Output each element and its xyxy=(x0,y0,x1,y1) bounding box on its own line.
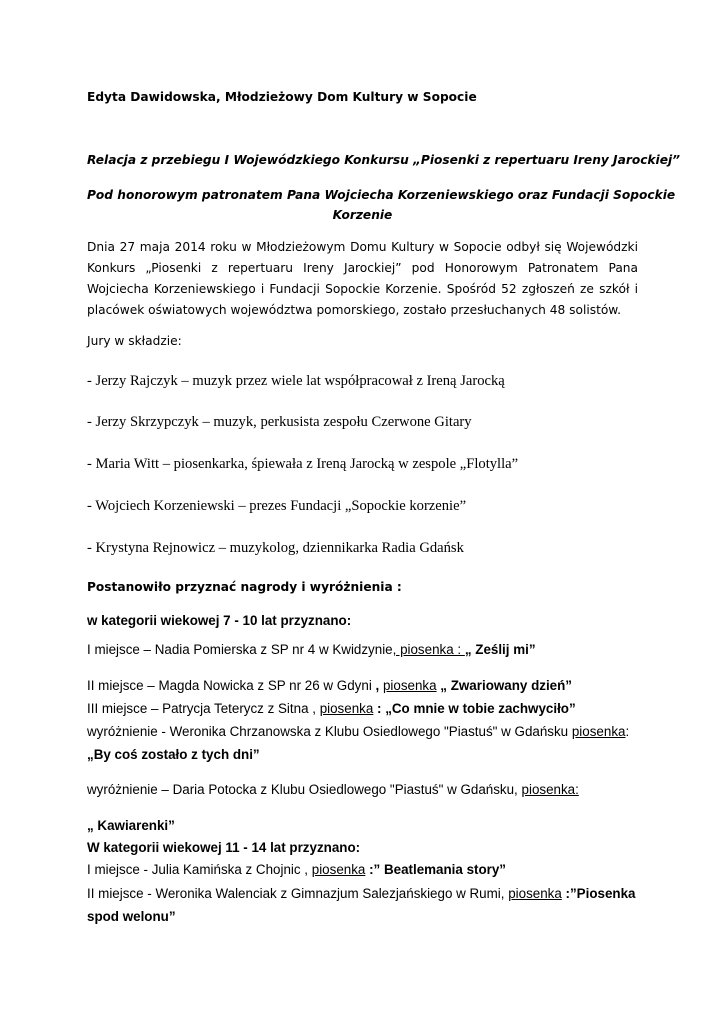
song-title: : „Co mnie w tobie zachwyciło” xyxy=(373,701,576,716)
jury-member: - Krystyna Rejnowicz – muzykolog, dziennikarka Radia Gdańsk xyxy=(87,540,464,556)
category-heading-11-14: W kategorii wiekowej 11 - 14 lat przyznano: xyxy=(87,840,361,855)
song-title: spod welonu” xyxy=(87,909,176,924)
intro-line: Konkurs „Piosenki z repertuaru Ireny Jarockiej” pod Honorowym Patronatem Pana xyxy=(87,261,638,275)
award-entry xyxy=(87,724,629,739)
award-text: I miejsce - Julia Kamińska z Chojnic , xyxy=(87,862,312,877)
awards-heading: Postanowiło przyznać nagrody i wyróżnienia : xyxy=(87,580,402,594)
colon: : xyxy=(625,724,630,739)
song-title: „ Kawiarenki” xyxy=(87,818,175,833)
jury-member: - Jerzy Rajczyk – muzyk przez wiele lat współpracował z Ireną Jarocką xyxy=(87,373,505,389)
report-title: Relacja z przebiegu I Wojewódzkiego Konkursu „Piosenki z repertuaru Ireny Jarockiej” xyxy=(87,153,680,167)
award-entry xyxy=(87,678,572,693)
award-text: I miejsce – Nadia Pomierska z SP nr 4 w Kwidzynie xyxy=(87,642,393,657)
patronage-title-line1: Pod honorowym patronatem Pana Wojciecha Korzeniewskiego oraz Fundacji Sopockie xyxy=(87,188,676,202)
award-text: wyróżnienie – Daria Potocka z Klubu Osiedlowego "Piastuś" w Gdańsku, xyxy=(87,782,522,797)
piosenka-link[interactable]: piosenka xyxy=(571,724,626,739)
jury-heading: Jury w składzie: xyxy=(87,334,182,348)
jury-member: - Wojciech Korzeniewski – prezes Fundacji „Sopockie korzenie” xyxy=(87,498,467,514)
jury-member: - Jerzy Skrzypczyk – muzyk, perkusista zespołu Czerwone Gitary xyxy=(87,414,472,430)
award-text: II miejsce – Magda Nowicka z SP nr 26 w Gdyni xyxy=(87,678,376,693)
piosenka-link[interactable]: piosenka: xyxy=(521,782,579,797)
award-entry xyxy=(87,701,576,716)
piosenka-link[interactable]: piosenka xyxy=(311,862,366,877)
piosenka-link[interactable]: piosenka xyxy=(508,886,562,901)
award-entry xyxy=(87,642,536,657)
piosenka-link[interactable]: piosenka xyxy=(382,678,437,693)
award-entry xyxy=(87,886,636,901)
song-title: :” Beatlemania story” xyxy=(365,862,507,877)
award-entry xyxy=(87,782,579,797)
jury-member: - Maria Witt – piosenkarka, śpiewała z Ireną Jarocką w zespole „Flotylla” xyxy=(87,456,519,472)
award-text: II miejsce - Weronika Walenciak z Gimnazjum Salezjańskiego w Rumi, xyxy=(87,886,509,901)
song-title: :”Piosenka xyxy=(561,886,636,901)
patronage-title-line2: Korzenie xyxy=(332,208,393,222)
piosenka-link[interactable]: , piosenka : xyxy=(392,642,465,657)
award-entry xyxy=(87,862,506,877)
piosenka-link[interactable]: piosenka xyxy=(319,701,374,716)
intro-line: placówek oświatowych województwa pomorskiego, zostało przesłuchanych 48 solistów. xyxy=(87,303,622,317)
intro-line: Wojciecha Korzeniewskiego i Fundacji Sopockie Korzenie. Spośród 52 zgłoszeń ze szkół i xyxy=(87,282,638,296)
award-text: III miejsce – Patrycja Teterycz z Sitna , xyxy=(87,701,320,716)
song-title: „ Ześlij mi” xyxy=(464,642,536,657)
author-line: Edyta Dawidowska, Młodzieżowy Dom Kultury w Sopocie xyxy=(87,90,477,104)
song-title: „By coś zostało z tych dni” xyxy=(87,747,260,762)
song-title: „ Zwariowany dzień” xyxy=(436,678,572,693)
category-heading-7-10: w kategorii wiekowej 7 - 10 lat przyznano: xyxy=(87,613,352,628)
intro-line: Dnia 27 maja 2014 roku w Młodzieżowym Domu Kultury w Sopocie odbył się Wojewódzki xyxy=(87,240,638,254)
award-text: wyróżnienie - Weronika Chrzanowska z Klubu Osiedlowego "Piastuś" w Gdańsku xyxy=(87,724,572,739)
separator: , xyxy=(375,678,383,693)
